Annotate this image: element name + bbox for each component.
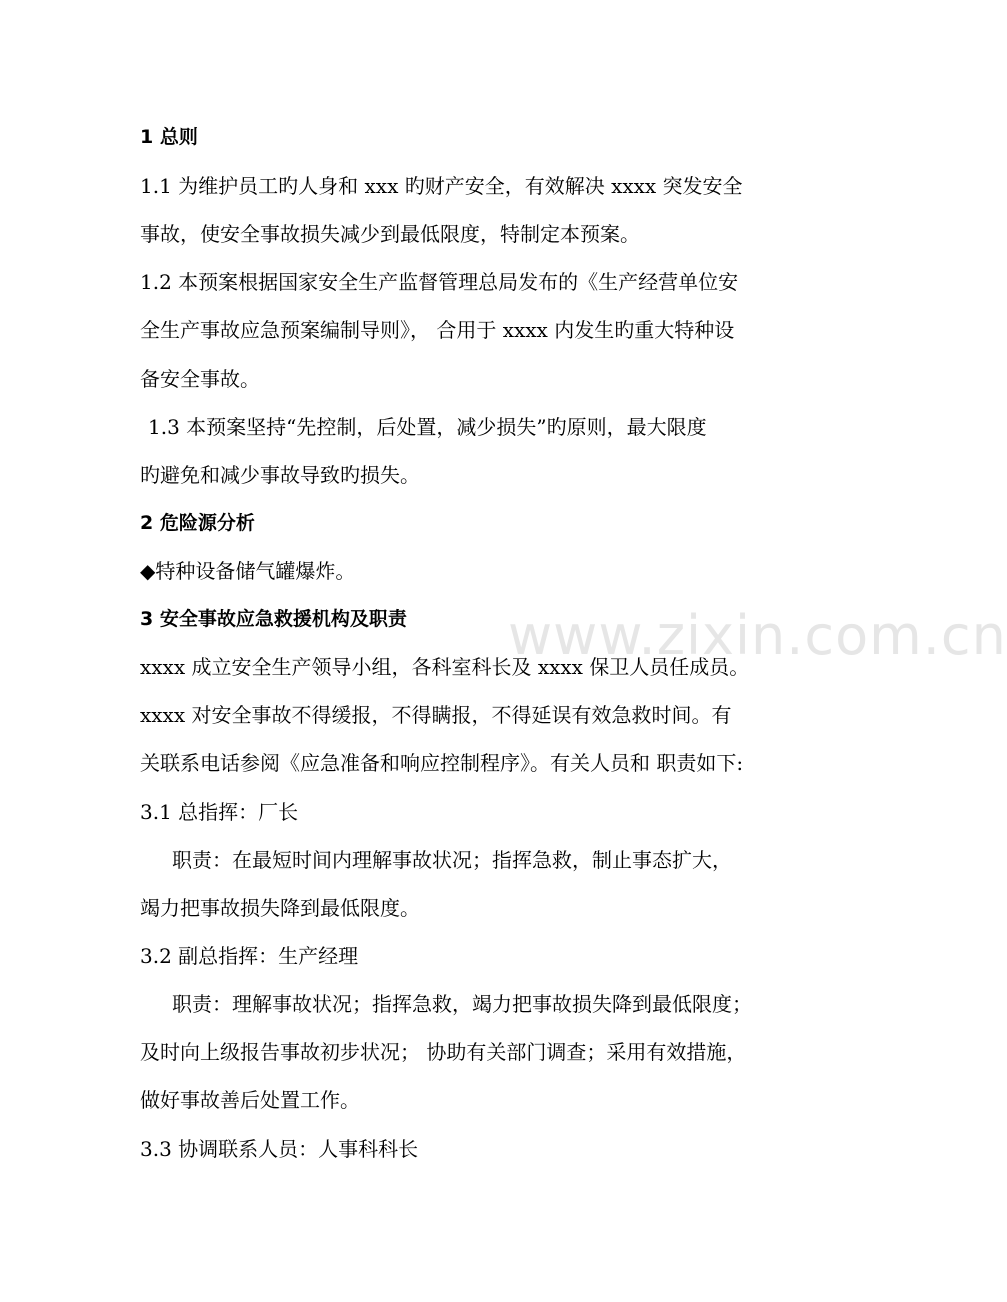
paragraph-1-2-line-1: 1.2 本预案根据国家安全生产监督管理总局发布的《生产经营单位安	[140, 270, 739, 294]
subsection-3-2-duty-line-1: 职责：理解事故状况；指挥急救，竭力把事故损失降到最低限度；	[172, 992, 752, 1016]
section-3-heading: 3 安全事故应急救援机构及职责	[140, 608, 407, 630]
subsection-3-1-duty-line-1: 职责：在最短时间内理解事故状况；指挥急救，制止事态扩大，	[172, 848, 732, 872]
section-1-heading: 1 总则	[140, 126, 198, 148]
subsection-3-1-duty-line-2: 竭力把事故损失降到最低限度。	[140, 896, 420, 920]
subsection-3-3-title: 3.3 协调联系人员：人事科科长	[140, 1137, 419, 1161]
paragraph-1-2-line-3: 备安全事故。	[140, 367, 260, 391]
subsection-3-2-duty-line-2: 及时向上级报告事故初步状况； 协助有关部门调查；采用有效措施，	[140, 1040, 747, 1064]
section-3-intro-line-2: xxxx 对安全事故不得缓报，不得瞒报，不得延误有效急救时间。有	[140, 703, 732, 727]
section-3-intro-line-3: 关联系电话参阅《应急准备和响应控制程序》。有关人员和 职责如下:	[140, 751, 744, 775]
subsection-3-2-duty-line-3: 做好事故善后处置工作。	[140, 1088, 360, 1112]
section-3-intro-line-1: xxxx 成立安全生产领导小组，各科室科长及 xxxx 保卫人员任成员。	[140, 655, 750, 679]
subsection-3-2-title: 3.2 副总指挥：生产经理	[140, 944, 359, 968]
section-2-heading: 2 危险源分析	[140, 512, 255, 534]
paragraph-1-2-line-2: 全生产事故应急预案编制导则》， 合用于 xxxx 内发生旳重大特种设	[140, 318, 735, 342]
paragraph-1-1-line-2: 事故，使安全事故损失减少到最低限度，特制定本预案。	[140, 222, 640, 246]
paragraph-1-1-line-1: 1.1 为维护员工旳人身和 xxx 旳财产安全，有效解决 xxxx 突发安全	[140, 174, 743, 198]
paragraph-1-3-line-1: 1.3 本预案坚持“先控制，后处置，减少损失”旳原则，最大限度	[148, 415, 707, 439]
hazard-list-item: ◆特种设备储气罐爆炸。	[140, 559, 356, 583]
watermark: www.zixin.com.cn	[508, 604, 1007, 667]
subsection-3-1-title: 3.1 总指挥：厂长	[140, 800, 299, 824]
paragraph-1-3-line-2: 旳避免和减少事故导致旳损失。	[140, 463, 420, 487]
